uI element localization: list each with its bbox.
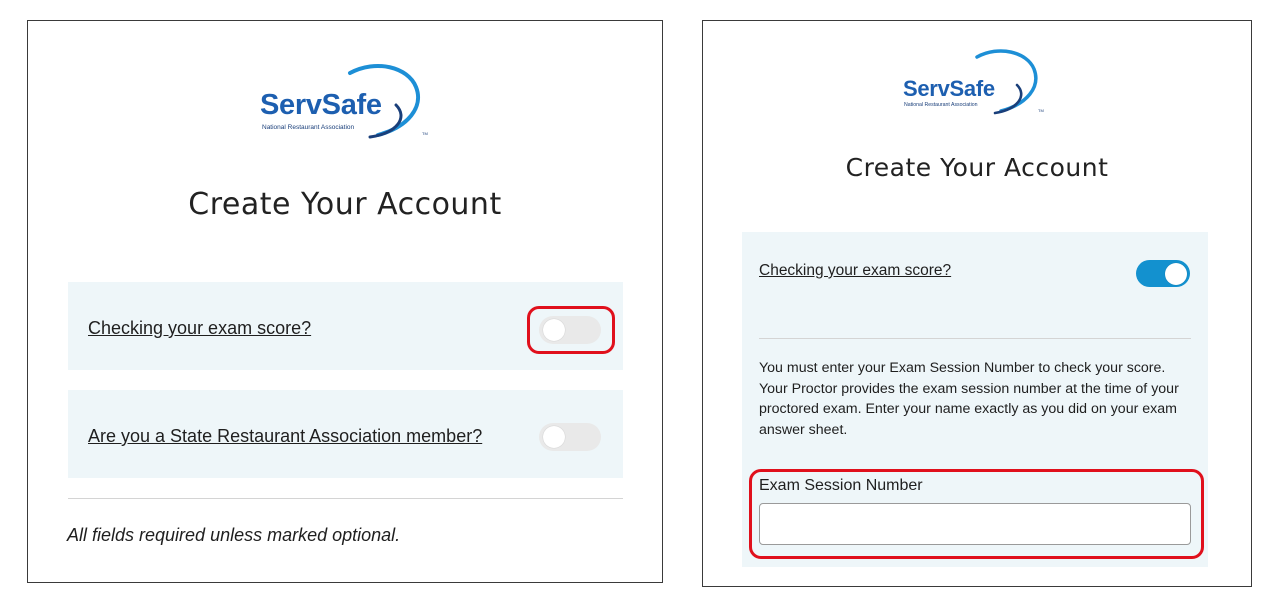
toggle-knob [543, 426, 565, 448]
exam-score-label[interactable]: Checking your exam score? [88, 318, 312, 338]
servsafe-logo [258, 61, 438, 141]
toggle-knob [1165, 263, 1187, 285]
logo-brand-text: ServSafe [260, 89, 382, 121]
exam-score-box [68, 282, 623, 370]
exam-score-toggle[interactable] [1136, 260, 1190, 287]
exam-session-label: Exam Session Number [759, 477, 923, 494]
servsafe-logo [901, 47, 1051, 117]
state-member-toggle[interactable] [539, 423, 601, 451]
state-member-label[interactable]: Are you a State Restaurant Association member? [88, 426, 483, 446]
state-member-box [68, 390, 623, 478]
section-divider [68, 498, 623, 499]
left-panel [27, 20, 663, 583]
logo-tagline: National Restaurant Association [904, 102, 978, 108]
right-panel [702, 20, 1252, 587]
exam-score-toggle[interactable] [539, 316, 601, 344]
logo-tm: TM [1038, 108, 1044, 113]
logo-tagline: National Restaurant Association [262, 124, 355, 131]
section-divider [759, 338, 1191, 339]
exam-score-section [742, 232, 1208, 567]
page-title: Create Your Account [845, 153, 1109, 182]
toggle-knob [543, 319, 565, 341]
logo-tm: TM [422, 131, 428, 136]
exam-score-label[interactable]: Checking your exam score? [759, 262, 952, 279]
exam-session-instructions: You must enter your Exam Session Number to check your score. Your Proctor provides the exam session number at the time of your proctored exam. Enter your name exactly as you did on your exam answer sheet. [759, 360, 1179, 438]
logo-brand-text: ServSafe [903, 76, 995, 101]
exam-session-input[interactable] [759, 503, 1191, 545]
page-title: Create Your Account [188, 187, 502, 222]
required-fields-note: All fields required unless marked optional. [67, 525, 401, 545]
